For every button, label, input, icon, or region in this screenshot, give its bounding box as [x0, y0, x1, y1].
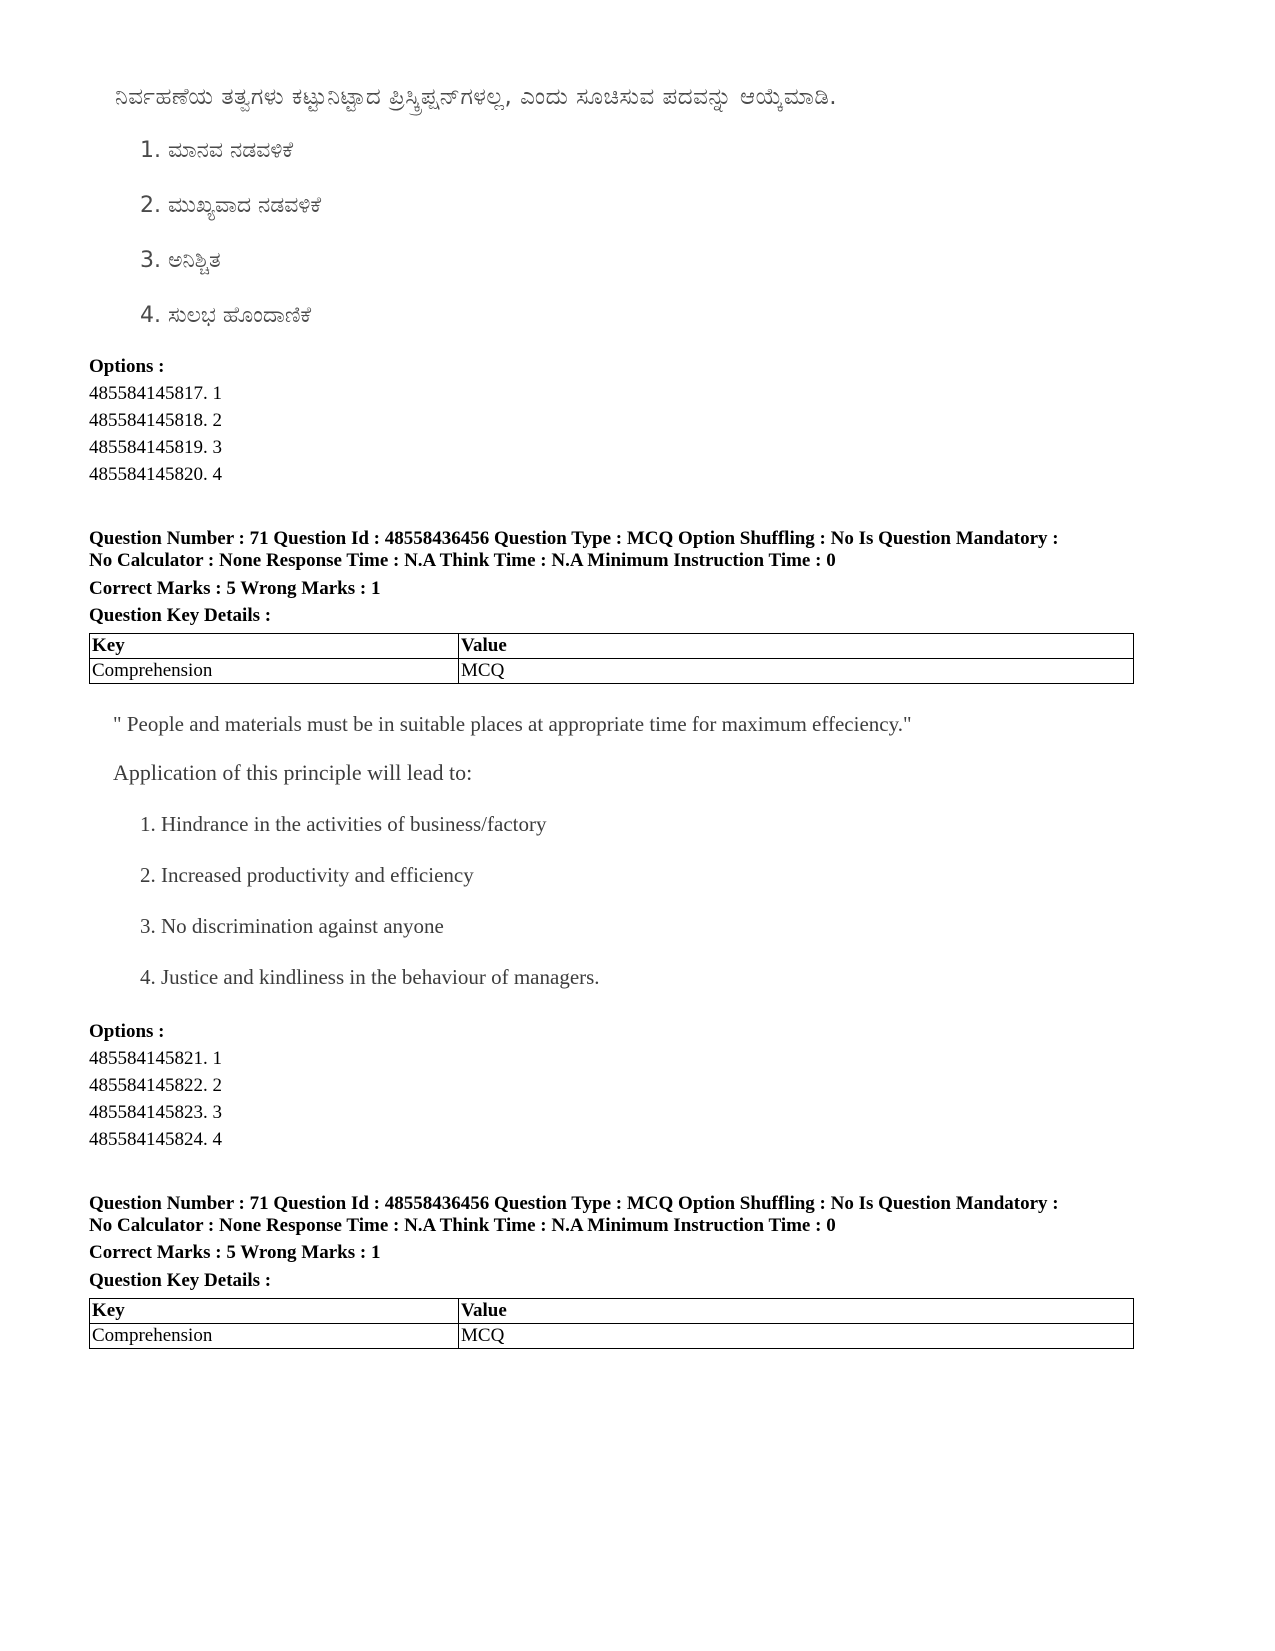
key-details-table [89, 633, 1134, 684]
question-choice-4: 4. ಸುಲಭ ಹೊಂದಾಣಿಕೆ [140, 303, 312, 328]
table-header-value: Value [459, 634, 1134, 659]
question-meta-line: No Calculator : None Response Time : N.A Think Time : N.A Minimum Instruction Time : 0 [89, 1215, 836, 1236]
question-choice-3: 3. No discrimination against anyone [140, 914, 444, 938]
table-cell-value: MCQ [459, 659, 1134, 684]
table-row [90, 1324, 1134, 1349]
marks-line: Correct Marks : 5 Wrong Marks : 1 [89, 1242, 381, 1263]
table-cell-key: Comprehension [90, 659, 459, 684]
marks-line: Correct Marks : 5 Wrong Marks : 1 [89, 578, 381, 599]
option-item: 485584145819. 3 [89, 437, 222, 458]
question-quote: " People and materials must be in suitable places at appropriate time for maximum effeciency." [113, 712, 912, 736]
option-item: 485584145821. 1 [89, 1048, 222, 1069]
key-details-label: Question Key Details : [89, 605, 272, 626]
table-row [90, 1299, 1134, 1324]
option-item: 485584145818. 2 [89, 410, 222, 431]
options-label: Options : [89, 356, 165, 377]
table-header-key: Key [90, 1299, 459, 1324]
table-row [90, 634, 1134, 659]
table-cell-key: Comprehension [90, 1324, 459, 1349]
question-choice-1: 1. Hindrance in the activities of business/factory [140, 812, 547, 836]
question-choice-3: 3. ಅನಿಶ್ಚಿತ [140, 248, 221, 273]
question-stem-kannada: ನಿರ್ವಹಣೆಯ ತತ್ವಗಳು ಕಟ್ಟುನಿಟ್ಟಾದ ಪ್ರಿಸ್ಕ್ರಿಪ್ಷನ್‌ಗಳಲ್ಲ, ಎಂದು ಸೂಚಿಸುವ ಪದವನ್ನು ಆಯ್ಕೆಮಾಡಿ. [115, 84, 838, 110]
question-meta-line: Question Number : 71 Question Id : 48558436456 Question Type : MCQ Option Shuffling : No Is Question Mandatory : [89, 528, 1059, 549]
option-item: 485584145823. 3 [89, 1102, 222, 1123]
question-meta-line: No Calculator : None Response Time : N.A Think Time : N.A Minimum Instruction Time : 0 [89, 550, 836, 571]
table-cell-value: MCQ [459, 1324, 1134, 1349]
option-item: 485584145824. 4 [89, 1129, 222, 1150]
question-choice-4: 4. Justice and kindliness in the behaviour of managers. [140, 965, 600, 989]
question-lead: Application of this principle will lead to: [113, 760, 473, 785]
question-choice-2: 2. ಮುಖ್ಯವಾದ ನಡವಳಿಕೆ [140, 193, 322, 218]
table-row [90, 659, 1134, 684]
question-choice-2: 2. Increased productivity and efficiency [140, 863, 474, 887]
table-header-key: Key [90, 634, 459, 659]
key-details-table [89, 1298, 1134, 1349]
options-label: Options : [89, 1021, 165, 1042]
option-item: 485584145820. 4 [89, 464, 222, 485]
option-item: 485584145817. 1 [89, 383, 222, 404]
option-item: 485584145822. 2 [89, 1075, 222, 1096]
table-header-value: Value [459, 1299, 1134, 1324]
key-details-label: Question Key Details : [89, 1270, 272, 1291]
question-meta-line: Question Number : 71 Question Id : 48558436456 Question Type : MCQ Option Shuffling : No Is Question Mandatory : [89, 1193, 1059, 1214]
question-choice-1: 1. ಮಾನವ ನಡವಳಿಕೆ [140, 138, 294, 163]
